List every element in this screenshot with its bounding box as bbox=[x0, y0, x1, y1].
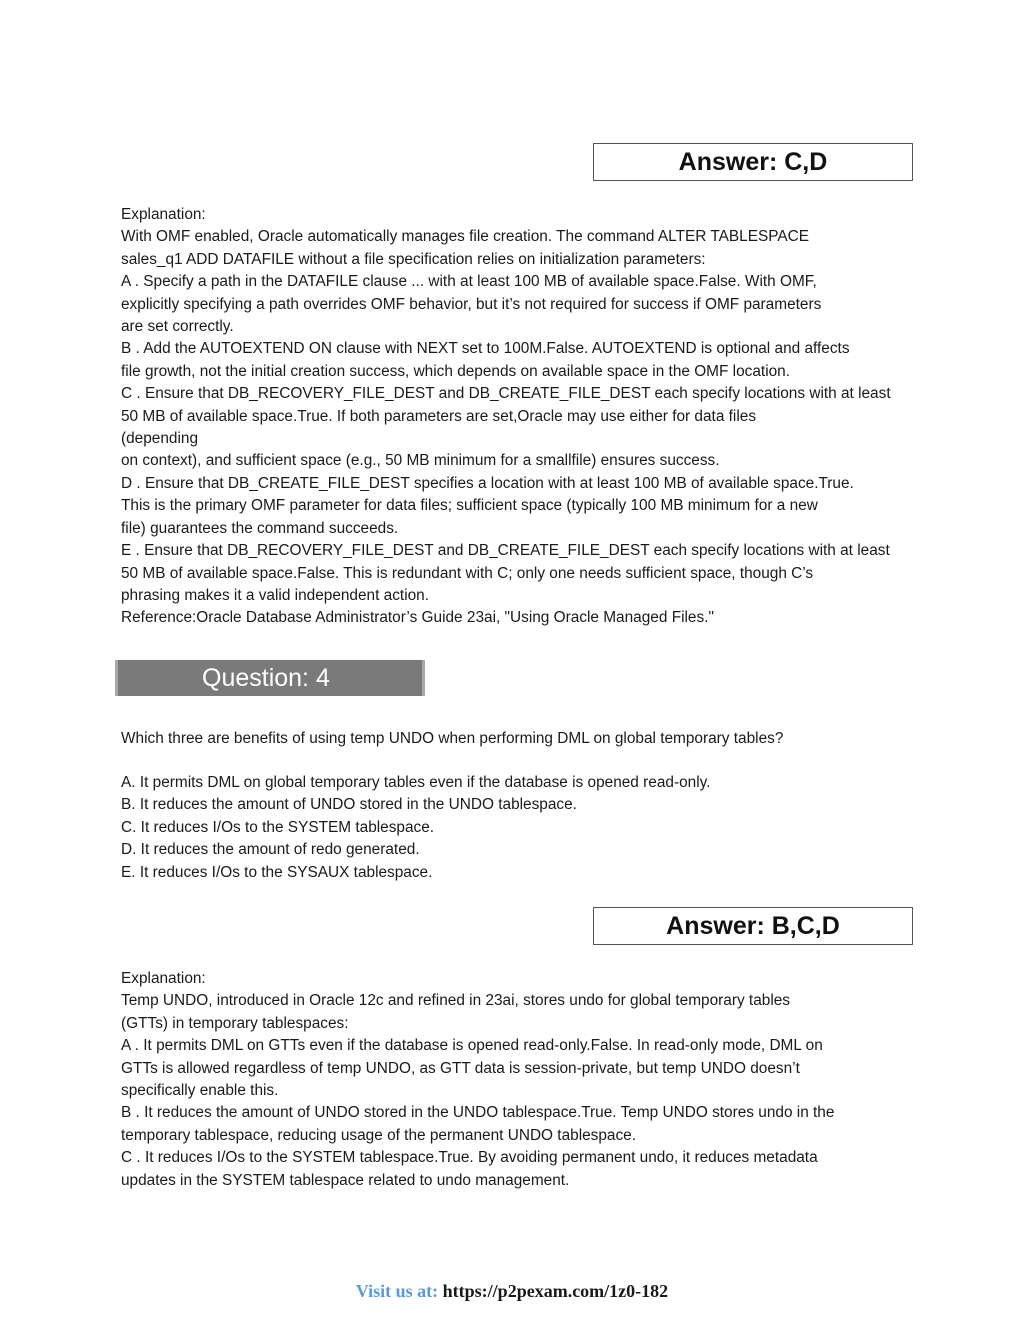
explanation-line: With OMF enabled, Oracle automatically manages file creation. The command ALTER TABLESPACE bbox=[121, 228, 810, 246]
question-title: Question: 4 bbox=[202, 664, 330, 692]
explanation-line: explicitly specifying a path overrides OMF behavior, but it’s not required for success if OMF parameters bbox=[121, 295, 822, 313]
option-b: B. It reduces the amount of UNDO stored in the UNDO tablespace. bbox=[121, 796, 577, 814]
explanation-line: C . Ensure that DB_RECOVERY_FILE_DEST and DB_CREATE_FILE_DEST each specify locations with at least bbox=[121, 385, 891, 403]
explanation-line: B . Add the AUTOEXTEND ON clause with NEXT set to 100M.False. AUTOEXTEND is optional and affects bbox=[121, 340, 850, 358]
question-heading bbox=[115, 660, 425, 696]
explanation-line: specifically enable this. bbox=[121, 1082, 279, 1100]
explanation-line: phrasing makes it a valid independent action. bbox=[121, 586, 430, 604]
explanation-2 bbox=[121, 968, 921, 1192]
explanation-line: file) guarantees the command succeeds. bbox=[121, 519, 399, 537]
explanation-line: (depending bbox=[121, 430, 199, 448]
page-footer bbox=[0, 1281, 1024, 1302]
explanation-line: on context), and sufficient space (e.g., 50 MB minimum for a smallfile) ensures success. bbox=[121, 452, 720, 470]
explanation-line: Reference:Oracle Database Administrator’s Guide 23ai, "Using Oracle Managed Files." bbox=[121, 609, 714, 627]
explanation-line: sales_q1 ADD DATAFILE without a file specification relies on initialization parameters: bbox=[121, 250, 706, 268]
option-e: E. It reduces I/Os to the SYSAUX tablespace. bbox=[121, 863, 433, 881]
option-d: D. It reduces the amount of redo generated. bbox=[121, 841, 420, 859]
explanation-line: GTTs is allowed regardless of temp UNDO, as GTT data is session-private, but temp UNDO doesn’t bbox=[121, 1059, 800, 1077]
option-c: C. It reduces I/Os to the SYSTEM tablespace. bbox=[121, 818, 435, 836]
explanation-line: This is the primary OMF parameter for data files; sufficient space (typically 100 MB minimum for a new bbox=[121, 497, 818, 515]
explanation-line: 50 MB of available space.True. If both parameters are set,Oracle may use either for data files bbox=[121, 407, 757, 425]
explanation-line: (GTTs) in temporary tablespaces: bbox=[121, 1014, 349, 1032]
footer-visit-label: Visit us at: bbox=[355, 1281, 439, 1301]
explanation-line: file growth, not the initial creation success, which depends on available space in the OMF location. bbox=[121, 362, 791, 380]
explanation-line: E . Ensure that DB_RECOVERY_FILE_DEST and DB_CREATE_FILE_DEST each specify locations with at least bbox=[121, 542, 890, 560]
explanation-line: updates in the SYSTEM tablespace related to undo management. bbox=[121, 1171, 570, 1189]
explanation-line: C . It reduces I/Os to the SYSTEM tablespace.True. By avoiding permanent undo, it reduces metadata bbox=[121, 1149, 818, 1167]
explanation-line: are set correctly. bbox=[121, 318, 234, 336]
explanation-1 bbox=[121, 204, 921, 630]
answer-options bbox=[121, 772, 921, 884]
explanation-line: D . Ensure that DB_CREATE_FILE_DEST specifies a location with at least 100 MB of available space.True. bbox=[121, 474, 854, 492]
option-a: A. It permits DML on global temporary tables even if the database is opened read-only. bbox=[121, 774, 711, 791]
question-body bbox=[121, 728, 921, 750]
answer-box-1: Answer: C,D bbox=[593, 143, 913, 181]
explanation-line: Explanation: bbox=[121, 970, 206, 987]
explanation-line: B . It reduces the amount of UNDO stored in the UNDO tablespace.True. Temp UNDO stores undo in the bbox=[121, 1104, 835, 1122]
explanation-line: 50 MB of available space.False. This is redundant with C; only one needs sufficient space, though C’s bbox=[121, 564, 814, 582]
explanation-line: Temp UNDO, introduced in Oracle 12c and refined in 23ai, stores undo for global temporary tables bbox=[121, 992, 790, 1010]
explanation-line: A . Specify a path in the DATAFILE clause ... with at least 100 MB of available space.False. With OMF, bbox=[121, 273, 817, 291]
answer-box-2: Answer: B,C,D bbox=[593, 907, 913, 945]
explanation-line: Explanation: bbox=[121, 206, 206, 223]
question-text: Which three are benefits of using temp UNDO when performing DML on global temporary tables? bbox=[121, 730, 784, 747]
footer-url-link[interactable]: https://p2pexam.com/1z0-182 bbox=[442, 1281, 669, 1301]
explanation-line: A . It permits DML on GTTs even if the database is opened read-only.False. In read-only mode, DML on bbox=[121, 1037, 823, 1055]
explanation-line: temporary tablespace, reducing usage of the permanent UNDO tablespace. bbox=[121, 1126, 637, 1144]
